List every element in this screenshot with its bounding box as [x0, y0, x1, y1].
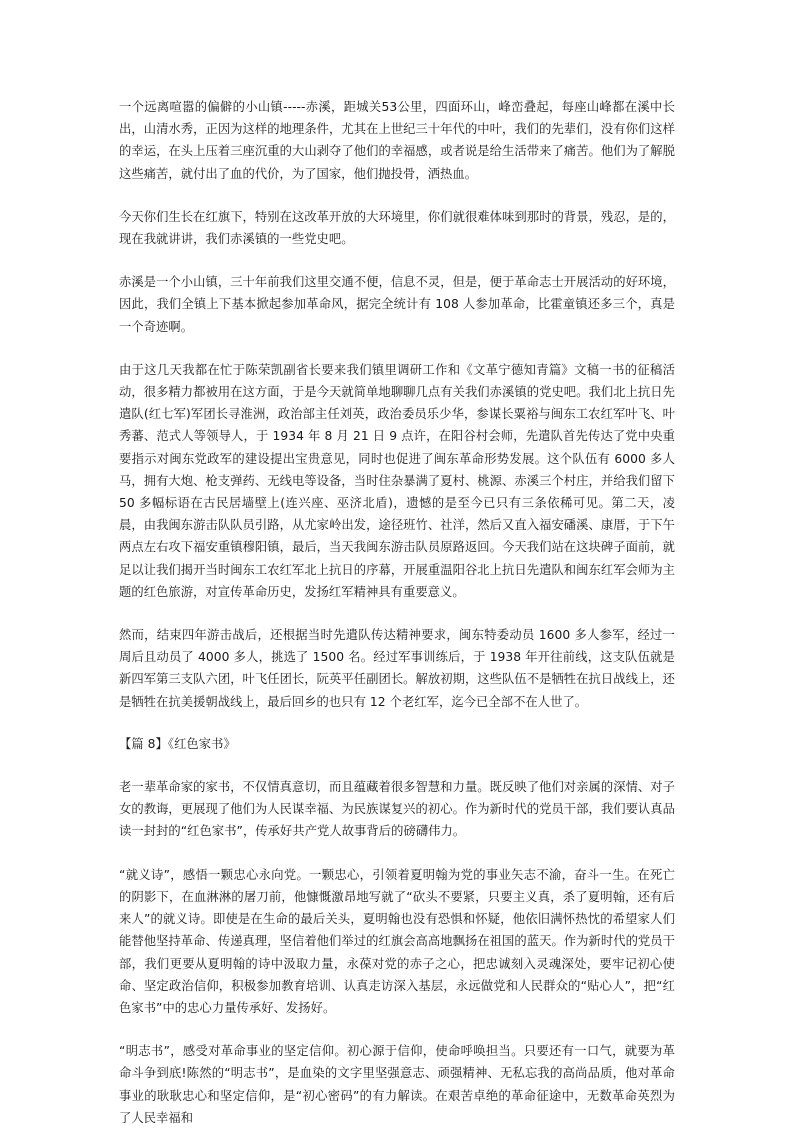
- paragraph-spacer: [119, 250, 675, 271]
- section-heading-red-family-letters: 【篇 8】《红色家书》: [119, 736, 236, 751]
- paragraph-8-resolution-letter: “明志书”，感受对革命事业的坚定信仰。初心源于信仰，使命呼唤担当。只要还有一口气，就要为革命斗争到底!陈然的“明志书”，是血染的文字里坚强意志、顽强精神、无私忘我的高尚品质，他对革命事业的耿耿忠心和坚定信仰，是“初心密码”的有力解读。在艰苦卓绝的革命征途中，无数革命英烈为了人民幸福和: [119, 1044, 675, 1125]
- paragraph-5-guerrilla-war: 然而，结束四年游击战后，还根据当时先遣队传达精神要求，闽东特委动员 1600 多人参军，经过一周后且动员了 4000 多人，挑选了 1500 名。经过军事训练后，于 1938 年开往前线，这支队伍就是新四军第三支队六团，叶飞任团长，阮英平任副团长。解放初期，这些队伍不是牺牲在抗日战线上，还是牺牲在抗美援朝战线上，最后回乡的也只有 12 个老红军，迄今已全部不在人世了。: [119, 628, 675, 709]
- paragraph-spacer: [119, 755, 675, 776]
- paragraph-7-martyr-poem: “就义诗”，感悟一颗忠心永向党。一颗忠心，引领着夏明翰为党的事业矢志不渝，奋斗一生。在死亡的阴影下，在血淋淋的屠刀前，他慷慨激昂地写就了“砍头不要紧，只要主义真，杀了夏明翰，还有后来人”的就义诗。即使是在生命的最后关头，夏明翰也没有恐惧和怀疑，他依旧满怀热忱的希望家人们能替他坚持革命、传递真理，坚信着他们举过的红旗会高高地飘扬在祖国的蓝天。作为新时代的党员干部，我们更要从夏明翰的诗中汲取力量，永葆对党的赤子之心，把忠诚刻入灵魂深处，要牢记初心使命、坚定政治信仰，积极参加教育培训、认真走访深入基层，永远做党和人民群众的“贴心人”，把“红色家书”中的忠心力量传承好、发扬好。: [119, 867, 675, 1015]
- paragraph-spacer: [119, 843, 675, 864]
- paragraph-1-chixi-intro: 一个远离喧嚣的偏僻的小山镇-----赤溪，距城关53公里，四面环山，峰峦叠起，每座山峰都在溪中长出，山清水秀，正因为这样的地理条件，尤其在上世纪三十年代的中叶，我们的先辈们，没有你们这样的幸运，在头上压着三座沉重的大山剥夺了他们的幸福感，或者说是给生活带来了痛苦。他们为了解脱这些痛苦，就付出了血的代价，为了国家，他们抛投骨，洒热血。: [119, 100, 675, 181]
- paragraph-2-red-flag: 今天你们生长在红旗下，特别在这改革开放的大环境里，你们就很难体味到那时的背景，残忍，是的，现在我就讲讲，我们赤溪镇的一些党史吧。: [119, 209, 675, 247]
- paragraph-spacer: [119, 338, 675, 359]
- document-page: [119, 96, 675, 1129]
- paragraph-4-vanguard-history: 由于这几天我都在忙于陈荣凯副省长要来我们镇里调研工作和《文革宁德知青篇》文稿一书的征稿活动，很多精力都被用在这方面，于是今天就简单地聊聊几点有关我们赤溪镇的党史吧。我们北上抗日先遣队(红七军)军团长寻淮洲，政治部主任刘英，政治委员乐少华，参谋长粟裕与闽东工农红军叶飞、叶秀蕃、范式人等领导人，于 1934 年 8 月 21 日 9 点许，在阳谷村会师，先遣队首先传达了党中央重要指示对闽东党政军的建设提出宝贵意见，同时也促进了闽东革命形势发展。这个队伍有 6000 多人马，拥有大炮、枪支弹药、无线电等设备，当时住杂暴满了夏村、桃源、赤溪三个村庄，并给我们留下 50 多幅标语在古民居墙壁上(连兴座、巫济北盾)，遗憾的是至今已只有三条依稀可见。第二天，凌晨，由我闽东游击队队员引路，从尤家岭出发，途径班竹、社洋，然后又直入福安磻溪、康厝，于下午两点左右攻下福安重镇穆阳镇，最后，当天我闽东游击队员原路返回。今天我们站在这块碑子面前，就足以让我们揭开当时闽东工农红军北上抗日的序幕，开展重温阳谷北上抗日先遣队和闽东红军会师为主题的红色旅游，对宣传革命历史，发扬红军精神具有重要意义。: [119, 362, 675, 599]
- paragraph-6-family-letters-intro: 老一辈革命家的家书，不仅情真意切，而且蕴藏着很多智慧和力量。既反映了他们对亲属的深情、对子女的教诲，更展现了他们为人民谋幸福、为民族谋复兴的初心。作为新时代的党员干部，我们要认真品读一封封的“红色家书”，传承好共产党人故事背后的磅礴伟力。: [119, 780, 675, 839]
- paragraph-spacer: [119, 603, 675, 624]
- paragraph-spacer: [119, 1019, 675, 1040]
- paragraph-spacer: [119, 713, 675, 733]
- paragraph-3-small-town: 赤溪是一个小山镇，三十年前我们这里交通不便，信息不灵，但是，便于革命志士开展活动的好环境，因此，我们全镇上下基本掀起参加革命风，据完全统计有 108 人参加革命，比霍童镇还多三个，真是一个奇迹啊。: [119, 275, 675, 334]
- paragraph-spacer: [119, 185, 675, 206]
